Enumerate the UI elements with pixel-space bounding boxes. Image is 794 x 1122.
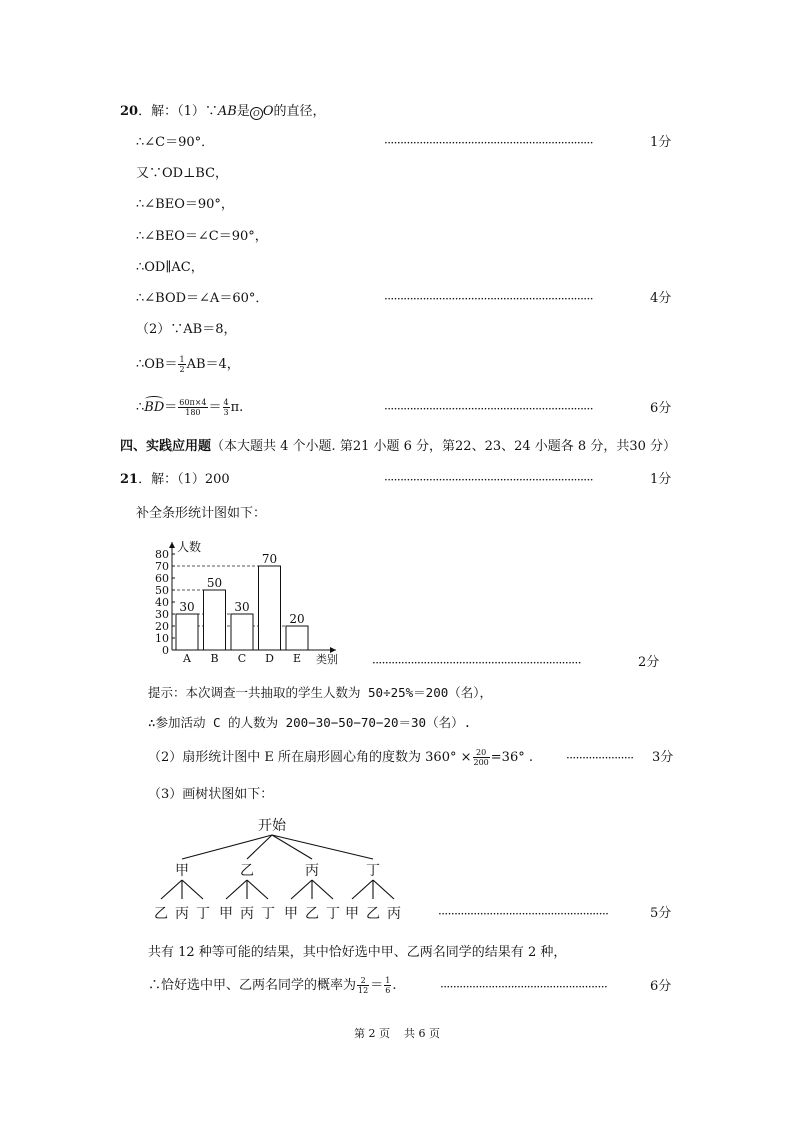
bar — [204, 590, 226, 650]
tree-branch — [247, 880, 268, 899]
tree-branch — [272, 835, 312, 859]
q20-line-8: ∴OB＝ $\frac{1}{2}$ AB＝4， — [136, 355, 240, 374]
q21-part-3: （3）画树状图如下： — [148, 787, 274, 802]
x-tick-label: D — [265, 652, 274, 665]
q20-o: O — [262, 104, 274, 119]
bar-value-label: 30 — [234, 600, 250, 614]
tree-root: 开始 — [258, 818, 286, 834]
tree-leaf: 丁 — [261, 906, 275, 922]
dot-leader: ································································· — [372, 656, 581, 670]
x-tick-label: A — [183, 652, 191, 665]
q21-score-3: 3分 — [652, 750, 674, 765]
fraction: $\frac{4}{3}$ — [223, 398, 229, 417]
circle-o-symbol: O — [250, 107, 263, 120]
q20-line-9: ∴BD＝ $\frac{60\pi\times 4}{180}$ ＝ $\frac{4}{3}$ π. — [136, 398, 244, 417]
y-tick-label: 0 — [162, 644, 169, 657]
q21-number: 21 — [120, 472, 139, 487]
y-axis-label: 人数 — [177, 540, 202, 554]
tree-branch — [182, 835, 272, 859]
q20-line-5: ∴OD∥AC， — [136, 260, 204, 275]
tree-leaf: 甲 — [219, 906, 233, 922]
fraction: $\frac{60\pi\times 4}{180}$ — [179, 398, 207, 417]
q20-line-title — [120, 103, 326, 121]
q20-line-7: （2）∵AB＝8， — [136, 322, 237, 337]
page-footer: 第 2 页 共 6 页 — [354, 1027, 440, 1040]
x-axis-label: 类别 — [316, 653, 338, 666]
bar-value-label: 50 — [206, 576, 223, 590]
dot-leader: ···················································· — [440, 980, 608, 994]
q20-ab: AB — [217, 104, 237, 119]
q21-hint-2: ∴参加活动 C 的人数为 200−30−50−70−20＝30（名）. — [148, 715, 472, 730]
tree-diagram — [140, 812, 430, 924]
q20-score-2: 4分 — [650, 291, 672, 306]
tree-node: 甲 — [175, 863, 189, 879]
x-tick-label: C — [237, 652, 247, 665]
bar-value-label: 70 — [261, 552, 278, 566]
y-tick-label: 70 — [155, 560, 169, 573]
bar-chart — [140, 530, 370, 666]
tree-leaf: 丙 — [175, 906, 189, 922]
dot-leader: ································································· — [384, 136, 593, 150]
x-tick-label: B — [210, 652, 219, 665]
dot-leader: ································································· — [384, 292, 593, 306]
tree-node: 丁 — [366, 863, 380, 879]
q21-score-2: 2分 — [638, 655, 660, 670]
q20-line-2: 又∵OD⊥BC， — [136, 166, 229, 181]
tree-leaf: 甲 — [345, 906, 359, 922]
section-4-note: （本大题共 4 个小题. 第21 小题 6 分，第22、23、24 小题各 8 分，共30 分） — [211, 439, 676, 454]
q21-score-4: 5分 — [650, 906, 672, 921]
tree-leaf: 丁 — [196, 906, 210, 922]
fraction: $\frac{20}{200}$ — [473, 748, 489, 767]
tree-leaf: 乙 — [366, 906, 380, 922]
q20-line-4: ∴∠BEO＝∠C＝90°， — [136, 229, 268, 244]
tree-node: 丙 — [305, 863, 319, 879]
bar — [286, 626, 308, 650]
q21-score-1: 1分 — [650, 472, 672, 487]
fraction: $\frac{1}{6}$ — [385, 976, 391, 995]
section-4-heading — [120, 438, 676, 456]
q21-intro: ．解：（1）200 — [138, 472, 230, 487]
y-tick-label: 20 — [155, 620, 169, 633]
bar — [176, 614, 198, 650]
tree-branch — [161, 880, 182, 899]
y-axis-arrow-icon — [169, 542, 175, 548]
tree-leaf: 乙 — [154, 906, 168, 922]
q21-part-2: （2）扇形统计图中 E 所在扇形圆心角的度数为 360° × $\frac{20}{200}$ =36° . — [148, 748, 533, 767]
q21-score-5: 6分 — [650, 979, 672, 994]
tree-branch — [272, 835, 373, 859]
bar — [231, 614, 253, 650]
section-4-title: 四、实践应用题 — [120, 439, 212, 454]
q21-result-2: ∴恰好选中甲、乙两名同学的概率为 $\frac{2}{12}$ ＝ $\frac{1}{6}$ . — [148, 976, 397, 995]
tree-branch — [291, 880, 312, 899]
q20-line-1: ∴∠C＝90°． — [136, 135, 215, 150]
y-tick-label: 30 — [155, 608, 169, 621]
tree-leaf: 丙 — [240, 906, 254, 922]
bar — [259, 566, 281, 650]
q20-diameter: 的直径， — [273, 104, 326, 119]
fraction: $\frac{1}{2}$ — [179, 355, 185, 374]
y-tick-label: 80 — [155, 548, 169, 561]
dot-leader: ····················································· — [438, 907, 609, 921]
tree-leaf: 丁 — [326, 906, 340, 922]
bar-value-label: 20 — [289, 612, 305, 626]
tree-leaf: 乙 — [305, 906, 319, 922]
tree-branch — [373, 880, 394, 899]
q20-is: 是 — [236, 104, 250, 119]
tree-node: 乙 — [240, 863, 254, 879]
fraction: $\frac{2}{12}$ — [358, 976, 369, 995]
y-tick-label: 60 — [155, 572, 169, 585]
q21-result-1: 共有 12 种等可能的结果，其中恰好选中甲、乙两名同学的结果有 2 种， — [148, 945, 567, 960]
tree-leaf: 甲 — [284, 906, 298, 922]
tree-leaf: 丙 — [387, 906, 401, 922]
dot-leader: ····················· — [566, 751, 634, 765]
dot-leader: ································································· — [384, 473, 593, 487]
q21-hint-1: 提示：本次调查一共抽取的学生人数为 50÷25%＝200（名）， — [148, 685, 493, 700]
q21-fill-text: 补全条形统计图如下： — [136, 506, 267, 521]
y-tick-label: 50 — [155, 584, 169, 597]
q21-line-title — [120, 471, 230, 489]
y-tick-label: 10 — [155, 632, 169, 645]
q20-line-6: ∴∠BOD＝∠A＝60°． — [136, 291, 269, 306]
q20-line-3: ∴∠BEO＝90°， — [136, 197, 234, 212]
tree-branch — [182, 880, 203, 899]
q20-score-3: 6分 — [650, 401, 672, 416]
dot-leader: ································································· — [384, 402, 593, 416]
q20-score-1: 1分 — [650, 135, 672, 150]
q20-intro: ．解：（1）∵ — [138, 104, 218, 119]
tree-branch — [312, 880, 333, 899]
q20-number: 20 — [120, 104, 139, 119]
bar-value-label: 30 — [179, 600, 195, 614]
tree-branch — [226, 880, 247, 899]
x-tick-label: E — [292, 652, 302, 665]
tree-branch — [352, 880, 373, 899]
arc-bd: BD — [144, 400, 165, 415]
y-tick-label: 40 — [155, 596, 169, 609]
